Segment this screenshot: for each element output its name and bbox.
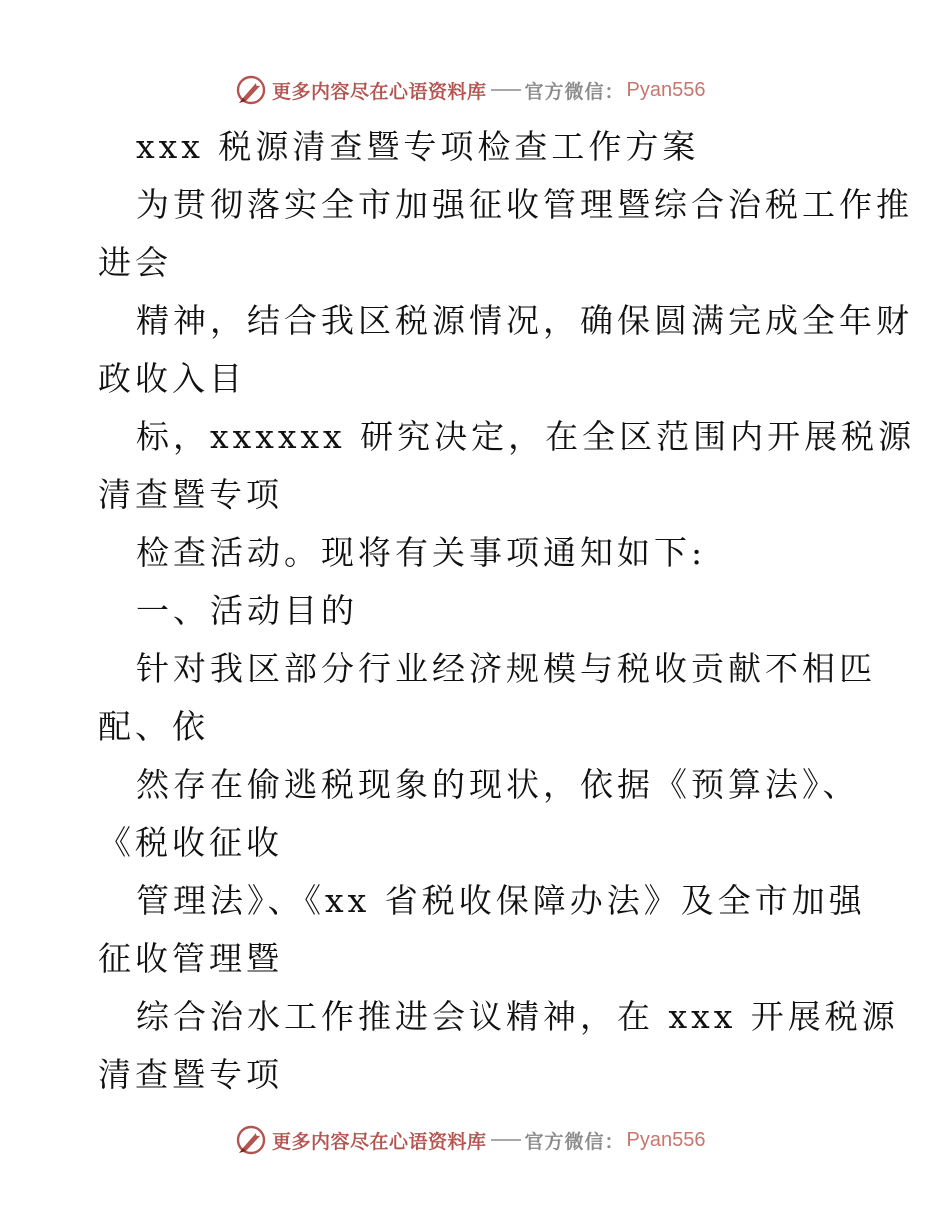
banner-wechat-id: Pyan556 [626, 1128, 706, 1151]
paragraph-line: 检查活动。现将有关事项通知如下: [136, 533, 707, 572]
paragraph-line: 综合治水工作推进会议精神，在 xxx 开展税源 [136, 997, 899, 1036]
fountain-pen-logo-icon [234, 73, 268, 107]
paragraph-line: 为贯彻落实全市加强征收管理暨综合治税工作推 [136, 185, 913, 224]
paragraph-line: 然存在偷逃税现象的现状，依据《预算法》、 [136, 765, 860, 804]
banner-divider [491, 1139, 521, 1141]
paragraph-line: 清查暨专项 [98, 475, 283, 514]
banner-wechat-label: 官方微信： [524, 1130, 625, 1153]
header-watermark-banner [234, 70, 706, 110]
banner-divider [491, 89, 521, 91]
paragraph-line: 清查暨专项 [98, 1055, 283, 1094]
section-heading: 一、活动目的 [136, 591, 358, 630]
paragraph-line: 政收入目 [98, 359, 246, 398]
paragraph-line: 征收管理暨 [98, 939, 283, 978]
document-title: xxx 税源清查暨专项检查工作方案 [136, 127, 700, 166]
banner-wechat-label: 官方微信： [524, 80, 625, 103]
paragraph-line: 管理法》、《xx 省税收保障办法》及全市加强 [136, 881, 866, 920]
paragraph-line: 标，xxxxxx 研究决定，在全区范围内开展税源 [136, 417, 916, 456]
paragraph-line: 《税收征收 [98, 823, 283, 862]
paragraph-line: 针对我区部分行业经济规模与税收贡献不相匹 [136, 649, 876, 688]
banner-text: 更多内容尽在心语资料库 [272, 80, 487, 103]
paragraph-line: 进会 [98, 243, 172, 282]
fountain-pen-logo-icon [234, 1123, 268, 1157]
paragraph-line: 精神，结合我区税源情况，确保圆满完成全年财 [136, 301, 913, 340]
paragraph-line: 配、依 [98, 707, 209, 746]
footer-watermark-banner [234, 1120, 706, 1160]
banner-wechat-id: Pyan556 [626, 78, 706, 101]
banner-text: 更多内容尽在心语资料库 [272, 1130, 487, 1153]
